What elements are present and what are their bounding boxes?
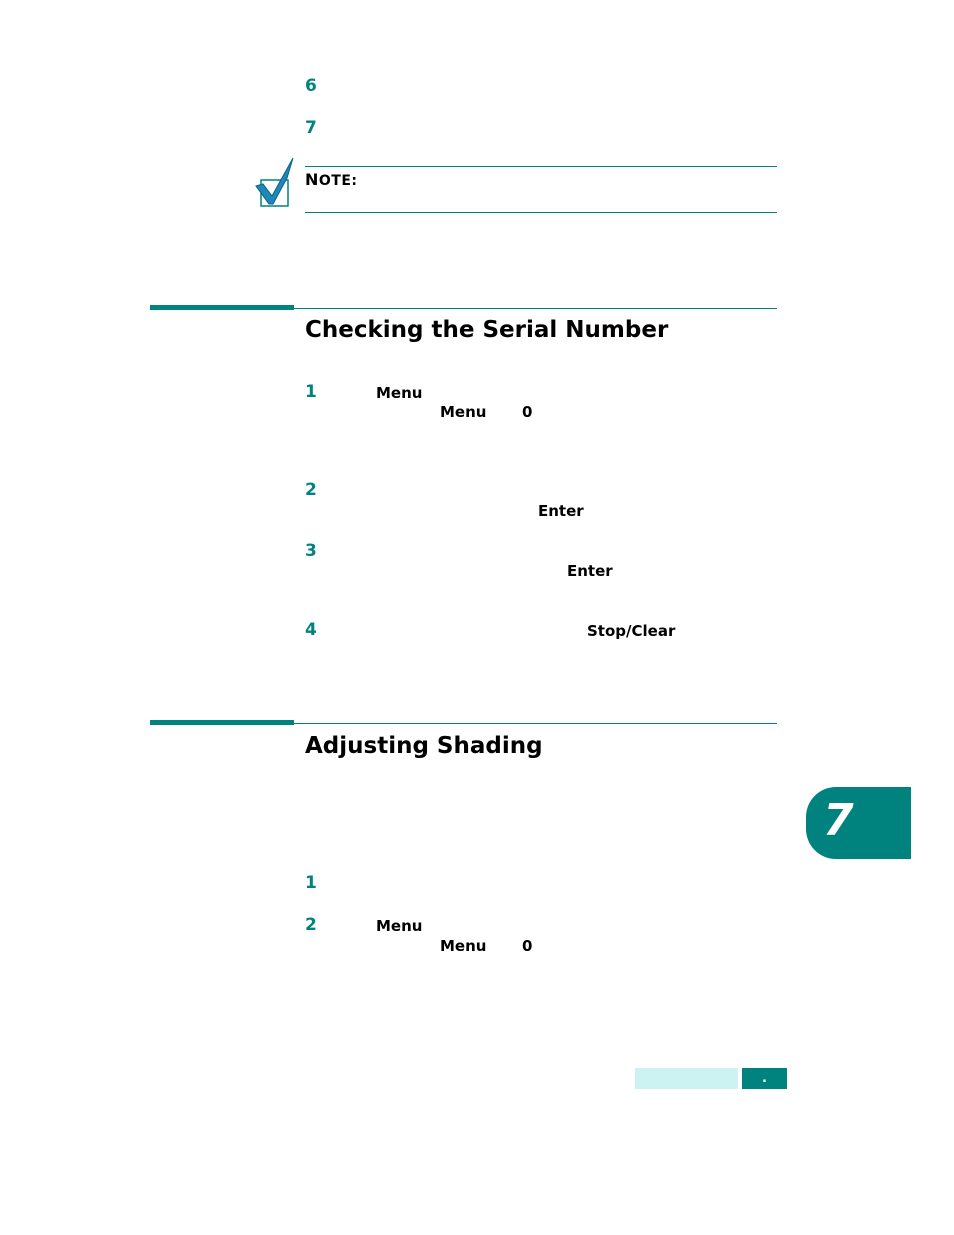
- serial-step-4-key-stop-clear: Stop/Clear: [587, 622, 676, 640]
- note-top-rule: [305, 166, 777, 167]
- footer-label-bar: [635, 1068, 738, 1089]
- serial-step-1-number: 1: [305, 382, 317, 402]
- note-label: NOTE:: [305, 170, 358, 189]
- checkmark-note-icon: [253, 156, 297, 210]
- section-title-serial: Checking the Serial Number: [305, 317, 669, 343]
- section-accent-bar: [150, 305, 294, 310]
- shading-step-2-key-menu: Menu: [376, 917, 423, 935]
- section-title-shading: Adjusting Shading: [305, 733, 543, 759]
- step-number-6: 6: [305, 76, 317, 96]
- shading-step-2-key-menu-2: Menu: [440, 937, 487, 955]
- chapter-number: 7: [823, 795, 854, 846]
- serial-step-3-number: 3: [305, 541, 317, 561]
- step-number-7: 7: [305, 118, 317, 138]
- serial-step-3-key-enter: Enter: [567, 562, 613, 580]
- footer-page-number: .: [742, 1068, 787, 1089]
- serial-step-1-key-menu-2: Menu: [440, 403, 487, 421]
- serial-step-1-key-0: 0: [522, 403, 533, 421]
- serial-step-4-number: 4: [305, 620, 317, 640]
- serial-step-2-key-enter: Enter: [538, 502, 584, 520]
- shading-step-2-key-0: 0: [522, 937, 533, 955]
- note-bottom-rule: [305, 212, 777, 213]
- chapter-tab: [806, 787, 911, 859]
- section-rule: [294, 723, 777, 724]
- serial-step-2-number: 2: [305, 480, 317, 500]
- serial-step-1-key-menu: Menu: [376, 384, 423, 402]
- section-rule: [294, 308, 777, 309]
- shading-step-2-number: 2: [305, 915, 317, 935]
- section-accent-bar: [150, 720, 294, 725]
- shading-step-1-number: 1: [305, 873, 317, 893]
